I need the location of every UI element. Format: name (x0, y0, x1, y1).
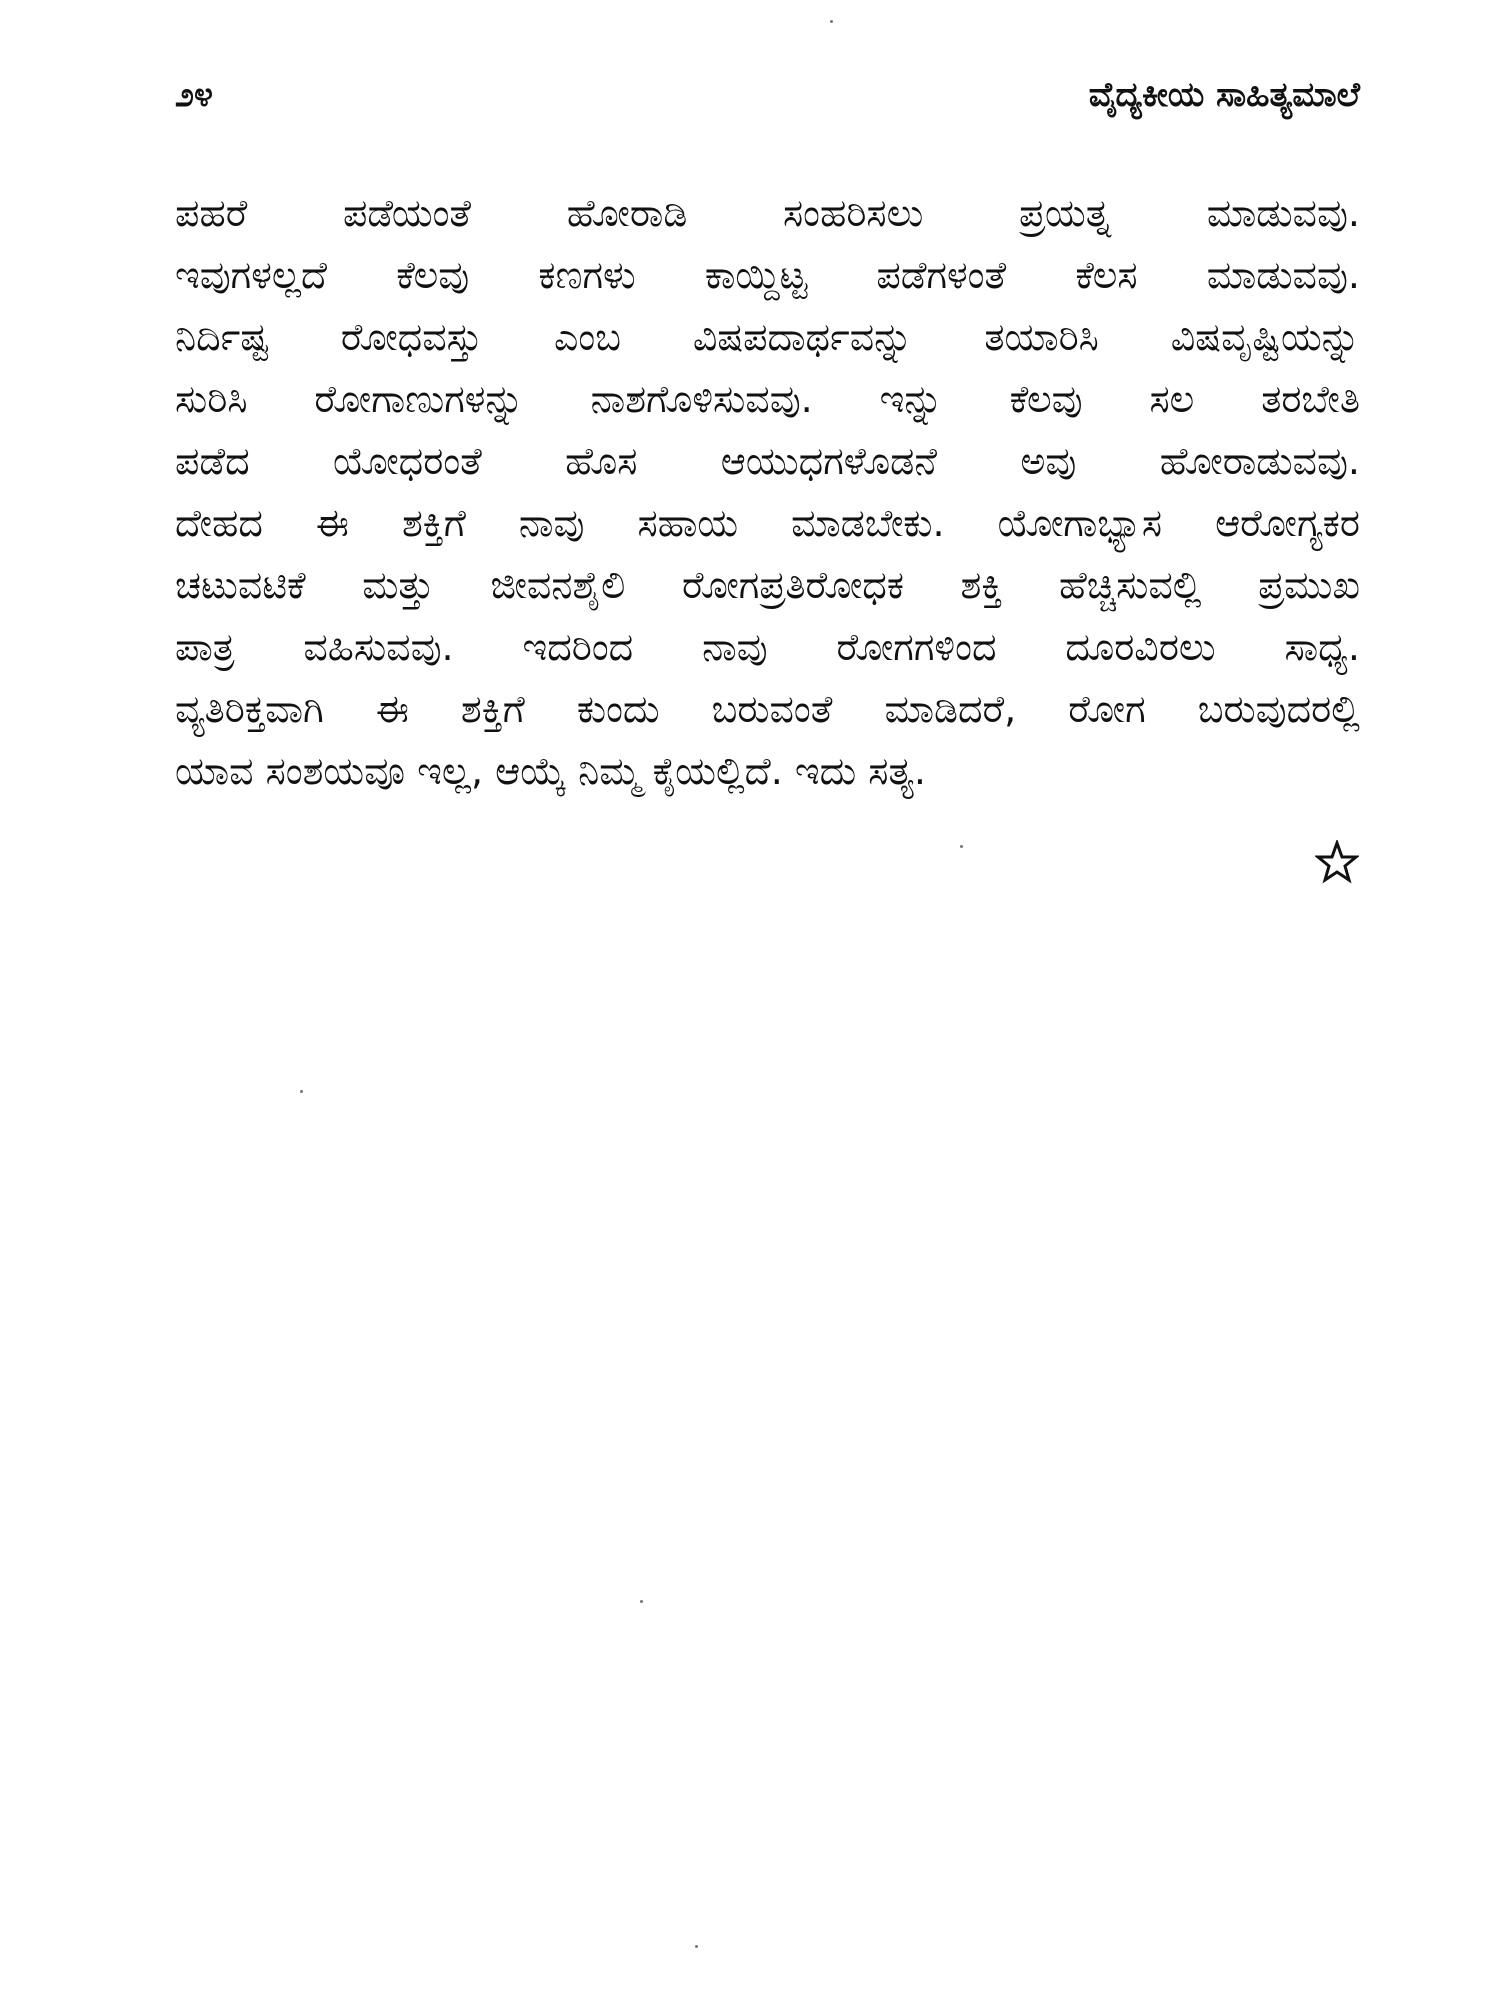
text-line: ದೇಹದ ಈ ಶಕ್ತಿಗೆ ನಾವು ಸಹಾಯ ಮಾಡಬೇಕು. ಯೋಗಾಭ್ಯಾಸ ಆರೋಗ್ಯಕರ (175, 501, 1360, 545)
book-title: ವೈದ್ಯಕೀಯ ಸಾಹಿತ್ಯಮಾಲೆ (1088, 75, 1360, 115)
scan-speck (300, 1090, 303, 1093)
text-line: ಯಾವ ಸಂಶಯವೂ ಇಲ್ಲ, ಆಯ್ಕೆ ನಿಮ್ಮ ಕೈಯಲ್ಲಿದೆ. ಇದು ಸತ್ಯ. (175, 749, 926, 793)
body-paragraph (175, 182, 1360, 802)
scan-speck (695, 1945, 698, 1948)
text-line: ಚಟುವಟಿಕೆ ಮತ್ತು ಜೀವನಶೈಲಿ ರೋಗಪ್ರತಿರೋಧಕ ಶಕ್ತಿ ಹೆಚ್ಚಿಸುವಲ್ಲಿ ಪ್ರಮುಖ (175, 563, 1360, 607)
text-line: ಪಾತ್ರ ವಹಿಸುವವು. ಇದರಿಂದ ನಾವು ರೋಗಗಳಿಂದ ದೂರವಿರಲು ಸಾಧ್ಯ. (175, 625, 1360, 669)
scan-speck (640, 1600, 643, 1603)
text-line: ಸುರಿಸಿ ರೋಗಾಣುಗಳನ್ನು ನಾಶಗೊಳಿಸುವವು. ಇನ್ನು ಕೆಲವು ಸಲ ತರಬೇತಿ (175, 377, 1360, 421)
text-line: ಪಡೆದ ಯೋಧರಂತೆ ಹೊಸ ಆಯುಧಗಳೊಡನೆ ಅವು ಹೋರಾಡುವವು. (175, 439, 1360, 483)
scan-speck (960, 845, 963, 848)
running-header (175, 70, 1360, 120)
page-number: ೨೪ (175, 75, 214, 115)
star-outline-icon (1315, 840, 1359, 884)
text-line: ನಿರ್ದಿಷ್ಟ ರೋಧವಸ್ತು ಎಂಬ ವಿಷಪದಾರ್ಥವನ್ನು ತಯಾರಿಸಿ ವಿಷವೃಷ್ಟಿಯನ್ನು (175, 315, 1360, 359)
text-line: ಇವುಗಳಲ್ಲದೆ ಕೆಲವು ಕಣಗಳು ಕಾಯ್ದಿಟ್ಟ ಪಡೆಗಳಂತೆ ಕೆಲಸ ಮಾಡುವವು. (175, 253, 1360, 297)
text-line: ಪಹರೆ ಪಡೆಯಂತೆ ಹೋರಾಡಿ ಸಂಹರಿಸಲು ಪ್ರಯತ್ನ ಮಾಡುವವು. (175, 191, 1360, 235)
text-line: ವ್ಯತಿರಿಕ್ತವಾಗಿ ಈ ಶಕ್ತಿಗೆ ಕುಂದು ಬರುವಂತೆ ಮಾಡಿದರೆ, ರೋಗ ಬರುವುದರಲ್ಲಿ (175, 687, 1360, 731)
scan-speck (830, 20, 833, 23)
